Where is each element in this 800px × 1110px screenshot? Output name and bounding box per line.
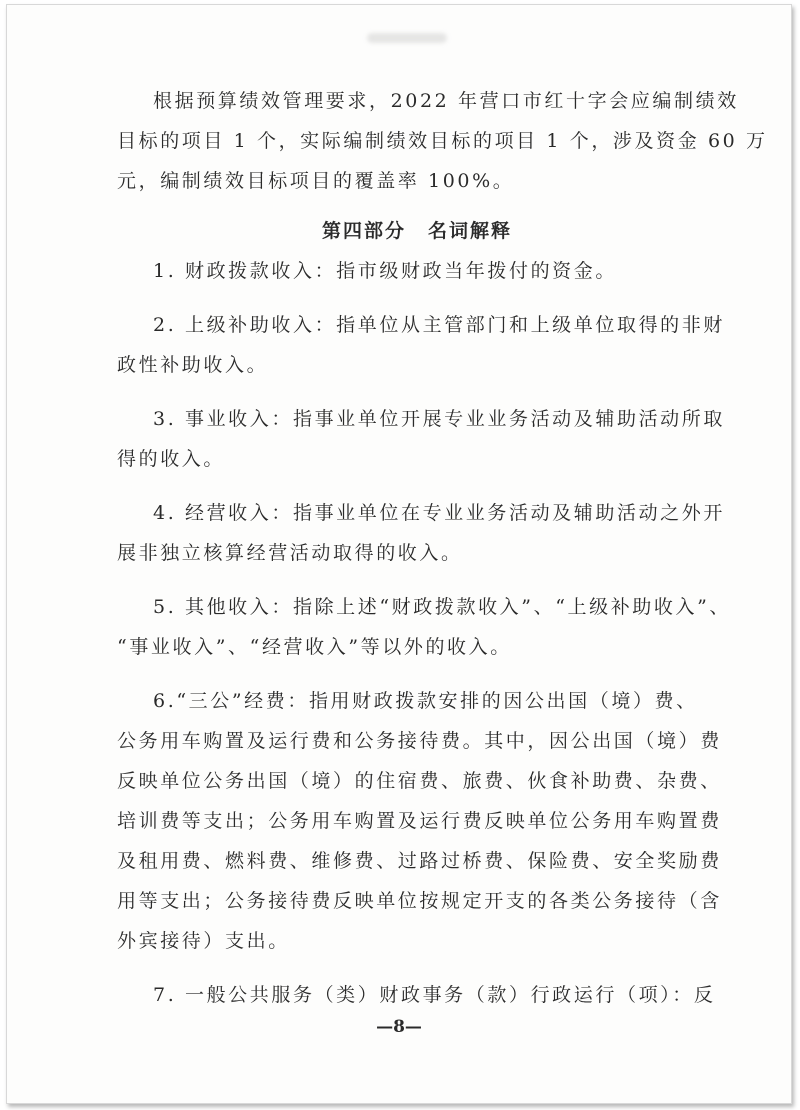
definition-line: 培训费等支出；公务用车购置及运行费反映单位公务用车购置费 [117,810,722,832]
section-title: 名词解释 [428,220,513,242]
definition-line: 公务用车购置及运行费和公务接待费。其中，因公出国（境）费 [117,730,722,752]
definition-5 [117,587,732,667]
definition-2 [117,305,725,385]
definition-4 [117,493,725,573]
definition-line: 展非独立核算经营活动取得的收入。 [117,542,463,564]
definition-line: “事业收入”、“经营收入”等以外的收入。 [117,636,512,658]
performance-paragraph [117,81,768,201]
definition-6 [117,681,722,961]
document-page [6,4,792,1104]
definition-line: 外宾接待）支出。 [117,930,290,952]
paragraph-line: 元，编制绩效目标项目的覆盖率 100%。 [117,170,515,192]
paragraph-line: 目标的项目 1 个，实际编制绩效目标的项目 1 个，涉及资金 60 万 [117,130,768,152]
definition-line: 1. 财政拨款收入：指市级财政当年拨付的资金。 [153,260,617,282]
definition-7 [117,975,717,1015]
definition-line: 3. 事业收入：指事业单位开展专业业务活动及辅助活动所取 [153,408,725,430]
section-heading [117,211,717,251]
definition-1 [117,251,717,291]
definition-3 [117,399,725,479]
scan-smudge [367,33,447,43]
document-body [117,81,768,1015]
section-part: 第四部分 [321,220,406,242]
definition-line: 及租用费、燃料费、维修费、过路过桥费、保险费、安全奖励费 [117,850,722,872]
definition-line: 用等支出；公务接待费反映单位按规定开支的各类公务接待（含 [117,890,722,912]
definition-line: 4. 经营收入：指事业单位在专业业务活动及辅助活动之外开 [153,502,725,524]
definition-line: 政性补助收入。 [117,354,269,376]
definition-line: 反映单位公务出国（境）的住宿费、旅费、伙食补助费、杂费、 [117,770,722,792]
definition-line: 7. 一般公共服务（类）财政事务（款）行政运行（项）：反 [153,984,716,1006]
paragraph-line: 根据预算绩效管理要求，2022 年营口市红十字会应编制绩效 [153,90,739,112]
definition-line: 5. 其他收入：指除上述“财政拨款收入”、“上级补助收入”、 [153,596,732,618]
definition-line: 6.“三公”经费：指用财政拨款安排的因公出国（境）费、 [153,690,698,712]
definition-line: 2. 上级补助收入：指单位从主管部门和上级单位取得的非财 [153,314,725,336]
page-number: —8— [376,1017,422,1037]
definition-line: 得的收入。 [117,448,226,470]
